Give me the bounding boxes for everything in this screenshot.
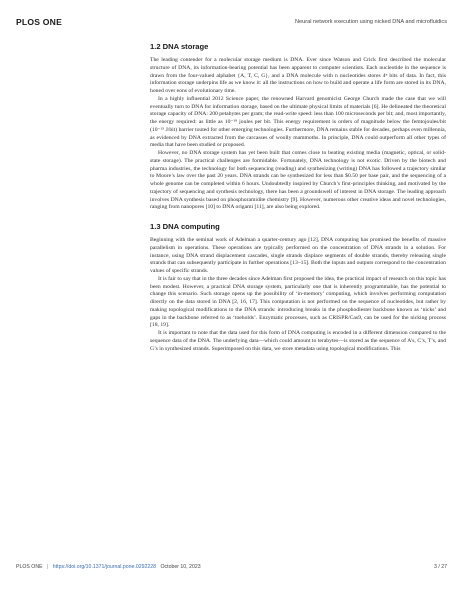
journal-name: PLOS ONE [16,17,63,27]
footer-journal: PLOS ONE [16,564,43,570]
publication-date: October 10, 2023 [160,564,201,570]
article-body [150,42,446,353]
section-heading-dna-computing: 1.3 DNA computing [150,222,220,231]
doi-link[interactable]: https://doi.org/10.1371/journal.pone.0292228 [52,564,157,570]
paragraph: The leading contender for a molecular storage medium is DNA. Ever since Watson and Crick first described the molecular structure of DNA, its information-bearing potential has been apparent to computer scientists. Each nucleotide in the sequence is drawn from the four-valued alphabet {A, T, C, G}, and a DNA molecule with n nucleotides stores 4ⁿ bits of data. In fact, this information storage underpins life as we know it: all the instructions on how to build and operate a life form are stored in its DNA, honed over eons of evolutionary time. [150,57,446,94]
footer-separator: | [46,564,49,570]
page-header [16,14,447,30]
paragraph: In a highly influential 2012 Science paper, the renowned Harvard genomicist George Church made the case that we will eventually turn to DNA for information storage, based on the ultimate physical limits of materials [6]. He delineated the theoretical storage capacity of DNA: 200 petabytes per gram; the read-write speed: less than 100 microseconds per bit; and, most importantly, the energy required: as little as 10⁻¹⁹ joules per bit. This energy requirement is orders of magnitude below the femtojoules/bit (10⁻¹⁵ J/bit) barrier touted for other emerging technologies. Furthermore, DNA remains stable for decades, perhaps even millennia, as evidenced by DNA extracted from the carcasses of woolly mammoths. In principle, DNA could outperform all other types of media that have been studied or proposed. [150,95,446,149]
paragraph: It is fair to say that in the three decades since Adelman first proposed the idea, the practical impact of research on this topic has been modest. However, a practical DNA storage system, particularly one that is inherently programmable, has the potential to change this scenario. Such storage opens up the possibility of ‘in-memory’ computing, which involves performing computation directly on the data stored in DNA [2, 16, 17]. This computation is not performed on the sequence of nucleotides, but rather by making topological modifications to the DNA strands: introducing breaks in the phosphodiester backbone known as ‘nicks’ and gaps in the backbone referred to as ‘toeholds’. Enzymatic processes, such as CRISPR/Cas9, can be used for the nicking process [18, 19]. [150,275,446,329]
footer-citation [16,564,204,570]
paragraph: It is important to note that the data used for this form of DNA computing is encoded in a different dimension compared to the sequence data of the DNA. The underlying data—which could amount to terabytes—is stored as the sequence of A’s, C’s, T’s, and G’s in synthesized strands. Superimposed on this data, we store metadata using topological modifications. This [150,330,446,352]
section-heading-dna-storage: 1.2 DNA storage [150,42,209,51]
page-footer [16,562,447,572]
running-title: Neural network execution using nicked DNA and microfluidics [294,19,447,25]
page-number: 3 / 27 [434,564,447,570]
paragraph: Beginning with the seminal work of Adelman a quarter-century ago [12], DNA computing has promised the benefits of massive parallelism in operations. These operations are typically performed on the concentration of DNA strands in a solution. For instance, using DNA strand displacement cascades, single strands displace segments of double strands, thereby releasing single strands that can subsequently participate in further operations [13–15]. Both the inputs and outputs correspond to the concentration values of specific strands. [150,237,446,274]
paragraph: However, no DNA storage system has yet been built that comes close to beating existing media (magnetic, optical, or solid-state storage). The practical challenges are formidable. Fortunately, DNA technology is not exotic. Driven by the biotech and pharma industries, the technology for both sequencing (reading) and synthesizing (writing) DNA has followed a trajectory similar to Moore’s law over the past 20 years. DNA strands can be synthesized for less than $0.50 per base pair, and the sequencing of a whole genome can be completed within 6 hours. Undoubtedly inspired by Church’s first-principles thinking, and motivated by the trajectory of sequencing and synthesis technology, there has been a groundswell of interest in DNA storage. The leading approach involves DNA synthesis based on phosphoramidite chemistry [9]. However, numerous other creative ideas and novel technologies, ranging from nanopores [10] to DNA origami [11], are also being explored. [150,150,446,211]
